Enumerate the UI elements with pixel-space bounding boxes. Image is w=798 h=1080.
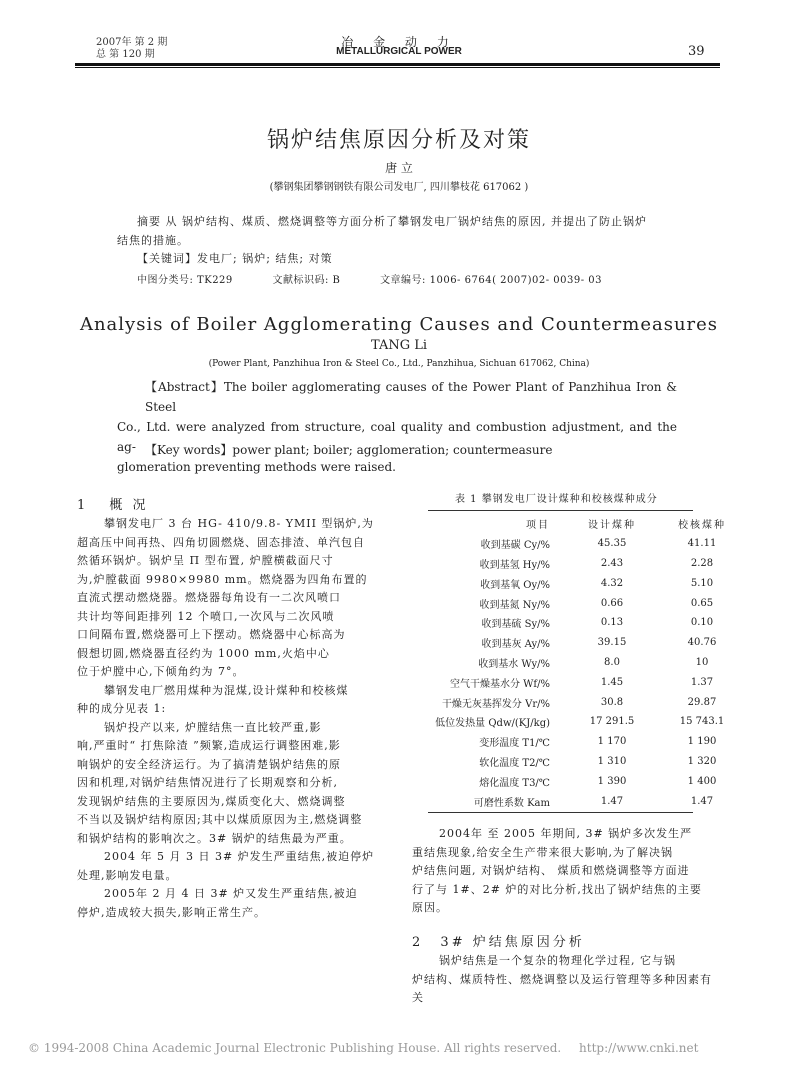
left-column-body	[77, 515, 387, 922]
table-row	[420, 633, 742, 653]
body-line: 和锅炉结构的影响次之。3# 锅炉的结焦最为严重。	[77, 831, 352, 845]
table-cell: 10	[695, 656, 709, 668]
table-top-rule	[428, 510, 693, 511]
abstract-en-line: glomeration preventing methods were raised.	[117, 460, 396, 474]
body-line: 因和机理,对锅炉结焦情况进行了长期观察和分析,	[77, 776, 338, 789]
author-en: TANG Li	[370, 338, 428, 353]
body-line: 炉结构、煤质特性、燃烧调整以及运行管理等多种因素有关	[412, 972, 712, 1004]
table-body	[420, 514, 742, 811]
table-row	[420, 771, 742, 791]
author-cn: 唐 立	[385, 161, 413, 175]
table-cell: 1.47	[600, 795, 624, 807]
table-cell: 1.45	[600, 676, 624, 688]
table-row	[420, 692, 742, 712]
body-line: 然循环锅炉。锅炉呈 Π 型布置, 炉膛横截面尺寸	[77, 554, 334, 567]
title-en: Analysis of Boiler Agglomerating Causes and Countermeasures	[79, 314, 719, 335]
table-row	[420, 672, 742, 692]
body-line: 2005年 2 月 4 日 3# 炉又发生严重结焦,被迫	[104, 887, 358, 900]
copyright-text: © 1994-2008 China Academic Journal Electronic Publishing House. All rights reserved.	[28, 1041, 562, 1055]
table-cell: 软化温度 T2/℃	[479, 757, 550, 769]
body-line: 共计均等间距排列 12 个喷口,一次风与二次风喷	[77, 609, 335, 623]
table-cell: 1.37	[690, 676, 714, 688]
table-header-row	[420, 514, 742, 534]
table-row	[420, 613, 742, 633]
table-cell: 15 743.1	[679, 716, 725, 728]
keywords-en: 【Key words】power plant; boiler; agglomeration; countermeasure	[145, 443, 553, 457]
body-line: 处理,影响发电量。	[77, 868, 178, 882]
table-cell: 5.10	[690, 577, 714, 589]
section-number: 1	[77, 498, 86, 513]
table-row	[420, 712, 742, 732]
table-bottom-rule	[428, 812, 693, 813]
abstract-cn-line: 结焦的措施。	[117, 233, 189, 247]
table-cell: 1 390	[597, 775, 627, 787]
table-cell: 收到基灰 Ay/%	[481, 639, 550, 651]
table-row	[420, 554, 742, 574]
body-line: 攀钢发电厂燃用煤种为混煤,设计煤种和校核煤	[104, 683, 349, 697]
table-cell: 可磨性系数 Kam	[473, 797, 550, 809]
table-cell: 1 320	[687, 755, 717, 767]
table-cell: 校核煤种	[678, 520, 726, 532]
page-title: 锅炉结焦原因分析及对策	[266, 128, 531, 153]
table-caption: 表 1 攀钢发电厂设计煤种和校核煤种成分	[455, 494, 658, 505]
header-rule	[75, 63, 720, 66]
body-line: 发现锅炉结焦的主要原因为,煤质变化大、燃烧调整	[77, 794, 346, 808]
table-cell: 17 291.5	[589, 716, 635, 728]
table-cell: 项目	[526, 520, 550, 532]
table-cell: 变形温度 T1/℃	[479, 738, 550, 750]
table-cell: 设计煤种	[588, 520, 636, 532]
table-cell: 30.8	[600, 696, 624, 708]
body-line: 为,炉膛截面 9980×9980 mm。燃烧器为四角布置的	[77, 572, 368, 586]
table-cell: 2.28	[690, 557, 714, 569]
body-line: 原因。	[412, 901, 448, 914]
coal-composition-table	[420, 514, 742, 811]
table-cell: 1 400	[687, 775, 717, 787]
abstract-cn-line: 摘要 从 锅炉结构、煤质、燃烧调整等方面分析了攀钢发电厂锅炉结焦的原因, 并提出了防止锅炉	[137, 215, 647, 228]
classification-line	[137, 271, 602, 286]
section-2-heading	[412, 931, 585, 950]
body-line: 响,严重时“ 打焦除渣 ”频繁,造成运行调整困难,影	[77, 739, 341, 752]
table-cell: 29.87	[687, 696, 717, 708]
table-cell: 空气干燥基水分 Wf/%	[449, 678, 550, 690]
table-cell: 0.66	[600, 597, 624, 609]
table-cell: 1 310	[597, 755, 627, 767]
abstract-en	[117, 377, 677, 477]
table-cell: 40.76	[687, 637, 717, 649]
table-cell: 收到基硫 Sy/%	[481, 619, 550, 631]
affiliation-cn: (攀钢集团攀钢钢铁有限公司发电厂, 四川攀枝花 617062 )	[269, 182, 529, 193]
body-line: 不当以及锅炉结构原因;其中以煤质原因为主,燃烧调整	[77, 813, 363, 826]
table-cell: 8.0	[604, 656, 620, 668]
article-number: 文章编号: 1006- 6764( 2007)02- 0039- 03	[380, 275, 603, 286]
body-line: 假想切圆,燃烧器直径约为 1000 mm,火焰中心	[77, 646, 330, 660]
section-number: 2	[412, 935, 421, 950]
affiliation-en: (Power Plant, Panzhihua Iron & Steel Co., Ltd., Panzhihua, Sichuan 617062, China)	[208, 359, 590, 369]
body-line: 锅炉结焦是一个复杂的物理化学过程, 它与锅	[439, 954, 676, 967]
table-cell: 0.65	[690, 597, 714, 609]
body-line: 重结焦现象,给安全生产带来很大影响,为了解决锅	[412, 845, 673, 859]
table-row	[420, 732, 742, 752]
copyright-footer	[28, 1041, 698, 1055]
body-line: 口间隔布置,燃烧器可上下摆动。燃烧器中心标高为	[77, 628, 346, 641]
journal-name-cn: 冶 金 动 力	[341, 35, 457, 49]
section-title: 3# 炉结焦原因分析	[440, 935, 585, 950]
table-cell: 1.47	[690, 795, 714, 807]
table-cell: 0.10	[690, 617, 714, 629]
body-line: 超高压中间再热、四角切圆燃烧、固态排渣、单汽包自	[77, 535, 365, 549]
table-cell: 熔化温度 T3/℃	[479, 777, 550, 789]
table-cell: 收到基氧 Oy/%	[480, 579, 550, 591]
table-cell: 0.13	[600, 617, 624, 629]
body-line: 位于炉膛中心,下倾角约为 7°。	[77, 665, 245, 678]
section-title: 概 况	[109, 498, 149, 513]
issue-year: 2007年 第 2 期	[96, 37, 168, 48]
body-line: 行了与 1#、2# 炉的对比分析,找出了锅炉结焦的主要	[412, 882, 702, 896]
body-line: 炉结焦问题, 对锅炉结构、 煤质和燃烧调整等方面进	[412, 864, 690, 877]
keywords-cn: 【关键词】发电厂; 锅炉; 结焦; 对策	[137, 252, 333, 265]
table-row	[420, 534, 742, 554]
clc-number: 中图分类号: TK229	[137, 275, 233, 286]
table-cell: 收到基氮 Ny/%	[479, 599, 550, 611]
section-1-heading	[77, 494, 149, 513]
body-line: 锅炉投产以来, 炉膛结焦一直比较严重,影	[104, 720, 322, 734]
doc-code: 文献标识码: B	[272, 275, 341, 286]
table-row	[420, 752, 742, 772]
journal-name-en: METALLURGICAL POWER	[336, 46, 462, 57]
right-column-body	[412, 825, 722, 918]
body-line: 2004年 至 2005 年期间, 3# 锅炉多次发生严	[439, 827, 693, 840]
table-cell: 干燥无灰基挥发分 Vr/%	[441, 698, 550, 710]
abstract-en-line: Co., Ltd. were analyzed from structure, coal quality and combustion adjustment, and the ag-	[117, 420, 677, 454]
body-line: 攀钢发电厂 3 台 HG- 410/9.8- YMII 型锅炉,为	[104, 517, 374, 530]
footer-url[interactable]: http://www.cnki.net	[579, 1041, 699, 1055]
body-line: 停炉,造成较大损失,影响正常生产。	[77, 905, 266, 919]
issue-total: 总 第 120 期	[96, 49, 155, 60]
abstract-cn	[117, 213, 687, 250]
section-2-body	[412, 952, 722, 1008]
table-cell: 41.11	[687, 538, 717, 550]
body-line: 直流式摆动燃烧器。燃烧器每角设有一二次风喷口	[77, 591, 341, 604]
table-cell: 4.32	[600, 577, 624, 589]
table-cell: 1 190	[687, 736, 717, 748]
table-row	[420, 791, 742, 811]
body-line: 响锅炉的安全经济运行。为了搞清楚锅炉结焦的原	[77, 757, 341, 771]
table-cell: 39.15	[597, 637, 627, 649]
table-cell: 收到基水 Wy/%	[478, 658, 550, 670]
table-cell: 收到基氢 Hy/%	[479, 559, 550, 571]
table-row	[420, 573, 742, 593]
header-rule-thin	[75, 67, 720, 68]
table-cell: 2.43	[600, 557, 624, 569]
table-cell: 1 170	[597, 736, 627, 748]
body-line: 2004 年 5 月 3 日 3# 炉发生严重结焦,被迫停炉	[104, 850, 375, 863]
table-cell: 低位发热量 Qdw/(KJ/kg)	[435, 718, 550, 730]
abstract-en-line: 【Abstract】The boiler agglomerating causes of the Power Plant of Panzhihua Iron & Steel	[145, 380, 677, 414]
body-line: 种的成分见表 1:	[77, 702, 167, 715]
table-row	[420, 593, 742, 613]
table-row	[420, 653, 742, 673]
table-cell: 45.35	[597, 538, 627, 550]
table-cell: 收到基碳 Cy/%	[480, 540, 550, 552]
page-number: 39	[688, 44, 705, 59]
